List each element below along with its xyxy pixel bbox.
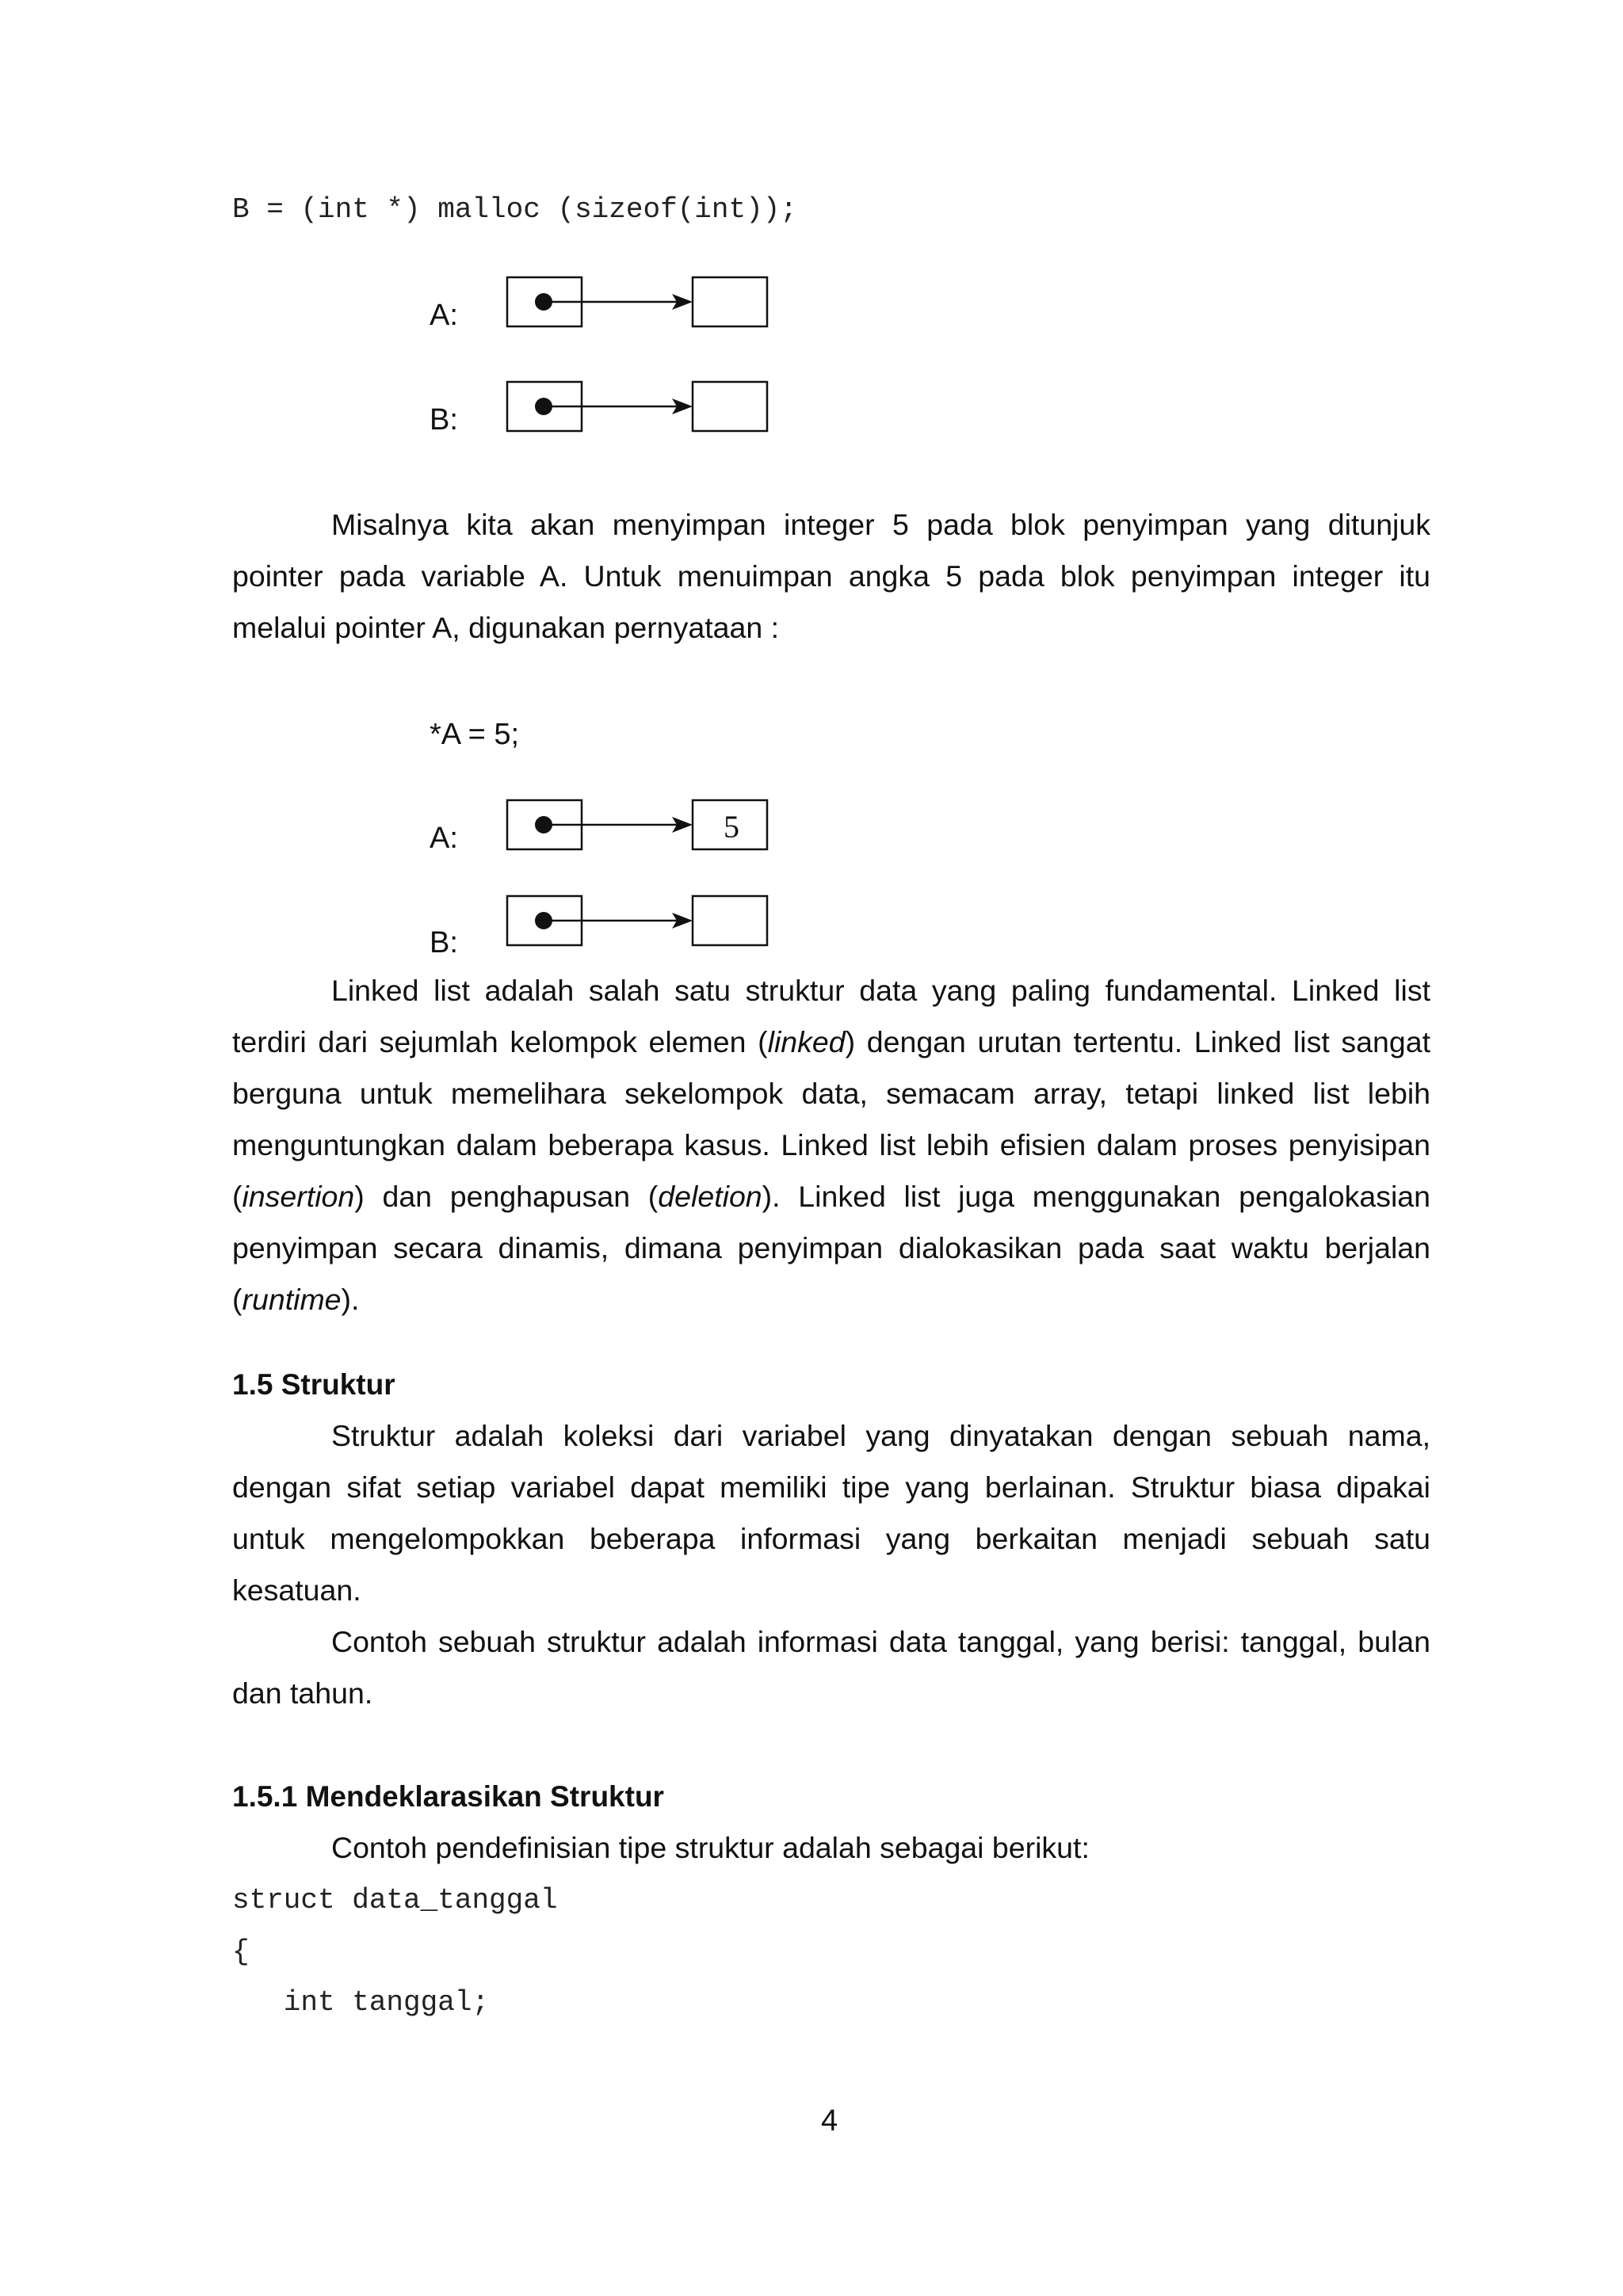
paragraph-linked-list [232,965,1430,1325]
code-line-struct: struct data_tanggal [232,1884,558,1917]
code-line-open-brace: { [232,1936,250,1968]
italic-term: deletion [658,1180,762,1213]
diagram1-label-a: A: [430,299,458,332]
pointer-diagram-1 [499,273,777,440]
code-line-int-tanggal: int tanggal; [232,1986,490,2019]
diagram2-label-a: A: [430,822,458,855]
diagram2-label-b: B: [430,926,458,959]
paragraph-text: Struktur adalah koleksi dari variabel yang dinyatakan dengan sebuah nama, dengan sifat setiap variabel dapat memiliki tipe yang berlainan. Struktur biasa dipakai untuk mengelompokkan beberapa informasi yang berkaitan menjadi sebuah satu kesatuan. [232,1419,1430,1607]
paragraph-text: ) dan penghapusan ( [354,1180,659,1213]
italic-term: insertion [242,1180,355,1213]
page-number: 4 [821,2104,838,2138]
paragraph-text: Contoh pendefinisian tipe struktur adalah sebagai berikut: [331,1831,1090,1864]
pointer-diagram-2 [499,796,777,963]
paragraph-definition-intro [232,1822,1430,1874]
box-value: 5 [724,809,739,845]
paragraph-text: Contoh sebuah struktur adalah informasi data tanggal, yang berisi: tanggal, bulan dan tahun. [232,1625,1430,1710]
pointer-b-row [507,896,767,945]
italic-term: linked [767,1025,846,1058]
section-heading-mendeklarasikan: 1.5.1 Mendeklarasikan Struktur [232,1780,664,1813]
paragraph-text: Linked list adalah salah satu struktur data yang paling fundamental. Linked list terdiri dari sejumlah kelompok elemen ( [232,974,1430,1058]
paragraph-text: ). Linked list juga menggunakan pengalokasian penyimpan secara dinamis, dimana penyimpan dialokasikan pada saat waktu berjalan ( [232,1180,1431,1316]
italic-term: runtime [242,1283,342,1316]
code-line-malloc: B = (int *) malloc (sizeof(int)); [232,193,797,226]
pointer-a-row [507,800,767,849]
section-heading-struktur: 1.5 Struktur [232,1368,395,1401]
statement-assign: *A = 5; [430,718,520,751]
paragraph-text: Misalnya kita akan menyimpan integer 5 pada blok penyimpan yang ditunjuk pointer pada variable A. Untuk menuimpan angka 5 pada blok penyimpan integer itu melalui pointer A, digunakan pernyataan : [232,508,1430,644]
paragraph-text: ). [341,1283,360,1316]
paragraph-struktur-definition [232,1410,1430,1616]
paragraph-struktur-example [232,1616,1430,1719]
paragraph-pointer-store [232,499,1430,654]
diagram1-label-b: B: [430,403,458,437]
pointer-a-row [507,277,767,326]
paragraph-text: ) dengan urutan tertentu. Linked list sangat berguna untuk memelihara sekelompok data, semacam array, tetapi linked list lebih menguntungkan dalam beberapa kasus. Linked list lebih efisien dalam proses penyisipan ( [232,1025,1431,1213]
pointer-b-row [507,382,767,431]
